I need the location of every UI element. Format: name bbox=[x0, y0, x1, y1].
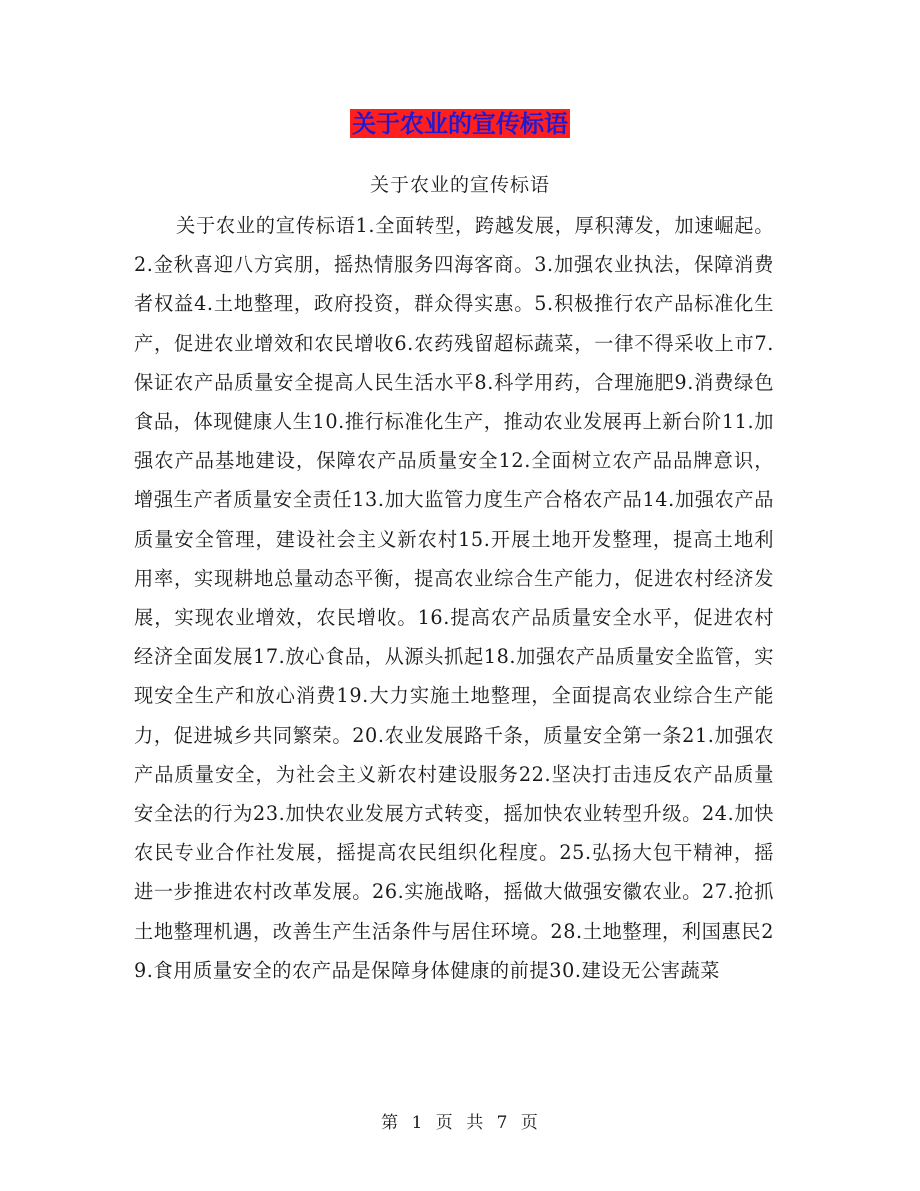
page-number-footer: 第 1 页 共 7 页 bbox=[381, 1113, 539, 1133]
document-subtitle: 关于农业的宣传标语 bbox=[369, 174, 550, 196]
document-title-text: 关于农业的宣传标语 bbox=[352, 109, 568, 138]
document-title bbox=[0, 106, 920, 142]
document-body-paragraph: 关于农业的宣传标语1.全面转型，跨越发展，厚积薄发，加速崛起。2.金秋喜迎八方宾朋，摇热情服务四海客商。3.加强农业执法，保障消费者权益4.土地整理，政府投资，群众得实惠。5.积极推行农产品标准化生产，促进农业增效和农民增收6.农药残留超标蔬菜，一律不得采收上市7.保证农产品质量安全提高人民生活水平8.科学用药，合理施肥9.消费绿色食品，体现健康人生10.推行标准化生产，推动农业发展再上新台阶11.加强农产品基地建设，保障农产品质量安全12.全面树立农产品品牌意识，增强生产者质量安全责任13.加大监管力度生产合格农产品14.加强农产品质量安全管理，建设社会主义新农村15.开展土地开发整理，提高土地利用率，实现耕地总量动态平衡，提高农业综合生产能力，促进农村经济发展，实现农业增效，农民增收。16.提高农产品质量安全水平，促进农村经济全面发展17.放心食品，从源头抓起18.加强农产品质量安全监管，实现安全生产和放心消费19.大力实施土地整理，全面提高农业综合生产能力，促进城乡共同繁荣。20.农业发展路千条，质量安全第一条21.加强农产品质量安全，为社会主义新农村建设服务22.坚决打击违反农产品质量安全法的行为23.加快农业发展方式转变，摇加快农业转型升级。24.加快农民专业合作社发展，摇提高农民组织化程度。25.弘扬大包干精神，摇进一步推进农村改革发展。26.实施战略，摇做大做强安徽农业。27.抢抓土地整理机遇，改善生产生活条件与居住环境。28.土地整理，利国惠民29.食用质量安全的农产品是保障身体健康的前提30.建设无公害蔬菜 bbox=[134, 214, 774, 982]
